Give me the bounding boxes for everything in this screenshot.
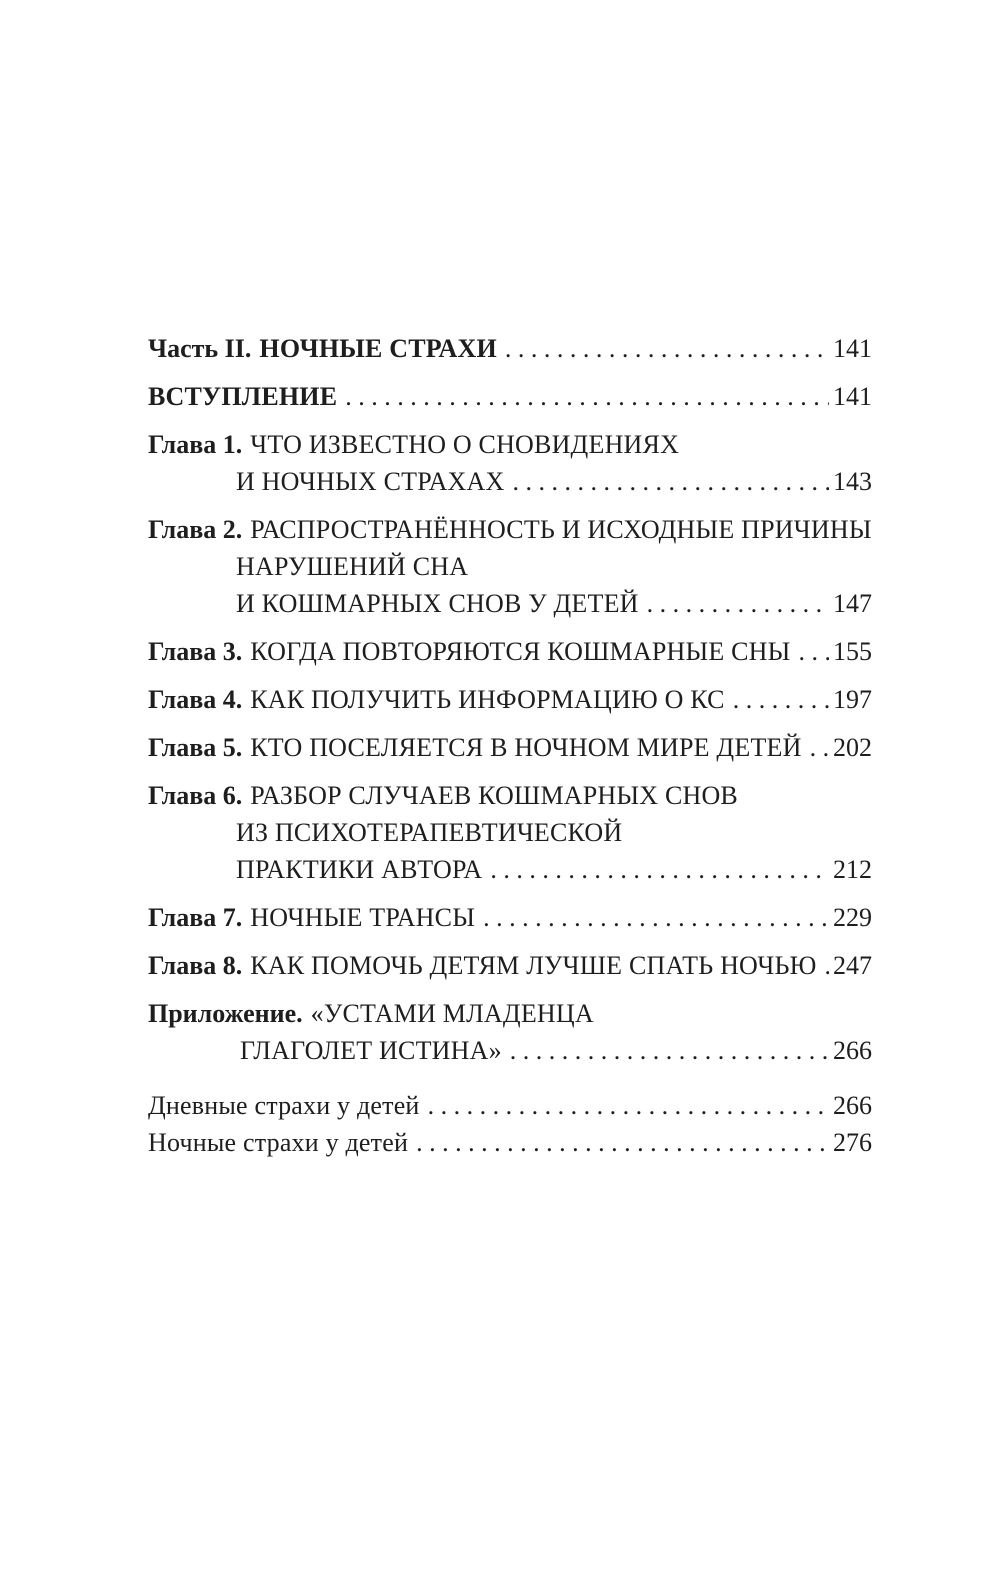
toc-entry-section-night-fears[interactable] (148, 1124, 872, 1161)
dot-leader (733, 681, 829, 718)
toc-appendix-prefix: Приложение. (148, 999, 303, 1028)
toc-entry-part-2[interactable] (148, 330, 872, 367)
toc-chapter-title-line: ИЗ ПСИХОТЕРАПЕВТИЧЕСКОЙ (236, 818, 623, 847)
toc-page-number: 141 (833, 334, 872, 363)
toc-chapter-prefix: Глава 8. (148, 951, 243, 980)
dot-leader (512, 463, 829, 500)
toc-appendix-title-line: «УСТАМИ МЛАДЕНЦА (310, 999, 594, 1028)
toc-appendix-title-line: ГЛАГОЛЕТ ИСТИНА» (240, 1036, 502, 1065)
toc-page-number: 143 (833, 467, 872, 496)
toc-section-title: Дневные страхи у детей (148, 1091, 420, 1120)
toc-chapter-title-line: КАК ПОМОЧЬ ДЕТЯМ ЛУЧШЕ СПАТЬ НОЧЬЮ (250, 951, 817, 980)
toc-entry-chapter-8[interactable] (148, 947, 872, 984)
dot-leader (505, 330, 829, 367)
dot-leader (428, 1087, 829, 1124)
toc-page-number: 147 (833, 589, 872, 618)
dot-leader (810, 729, 829, 766)
toc-chapter-prefix: Глава 1. (148, 430, 243, 459)
toc-entry-intro[interactable] (148, 378, 872, 415)
toc-chapter-title-line: ПРАКТИКИ АВТОРА (236, 855, 483, 884)
toc-part-title: НОЧНЫЕ СТРАХИ (259, 334, 497, 363)
toc-page-number: 266 (833, 1091, 872, 1120)
toc-page-number: 202 (833, 733, 872, 762)
toc-chapter-prefix: Глава 7. (148, 903, 243, 932)
toc-entry-appendix[interactable] (148, 995, 872, 1069)
toc-chapter-title-line: ЧТО ИЗВЕСТНО О СНОВИДЕНИЯХ (250, 430, 680, 459)
toc-part-prefix: Часть II. (148, 334, 252, 363)
toc-entry-chapter-1[interactable] (148, 426, 872, 500)
toc-chapter-prefix: Глава 2. (148, 515, 243, 544)
dot-leader (345, 378, 829, 415)
toc-entry-chapter-2[interactable] (148, 511, 872, 622)
toc-chapter-prefix: Глава 6. (148, 781, 243, 810)
dot-leader (647, 585, 829, 622)
toc-page-number: 212 (833, 855, 872, 884)
toc-chapter-title-line: РАЗБОР СЛУЧАЕВ КОШМАРНЫХ СНОВ (250, 781, 738, 810)
toc-chapter-title-line: КАК ПОЛУЧИТЬ ИНФОРМАЦИЮ О КС (250, 685, 725, 714)
toc-page-number: 141 (833, 382, 872, 411)
dot-leader (825, 947, 829, 984)
toc-chapter-title-line: РАСПРОСТРАНЁННОСТЬ И ИСХОДНЫЕ ПРИЧИНЫ (250, 515, 872, 544)
dot-leader (483, 899, 829, 936)
toc-intro-title: ВСТУПЛЕНИЕ (148, 382, 338, 411)
toc-entry-chapter-5[interactable] (148, 729, 872, 766)
toc-chapter-title-line: НАРУШЕНИЙ СНА (236, 552, 469, 581)
toc-entry-section-day-fears[interactable] (148, 1087, 872, 1124)
toc-page-number: 197 (833, 685, 872, 714)
toc-entry-chapter-7[interactable] (148, 899, 872, 936)
toc-chapter-prefix: Глава 5. (148, 733, 243, 762)
toc-chapter-title-line: И КОШМАРНЫХ СНОВ У ДЕТЕЙ (236, 589, 639, 618)
toc-section-title: Ночные страхи у детей (148, 1128, 409, 1157)
toc-chapter-title-line: КТО ПОСЕЛЯЕТСЯ В НОЧНОМ МИРЕ ДЕТЕЙ (250, 733, 802, 762)
dot-leader (490, 851, 829, 888)
dot-leader (416, 1124, 829, 1161)
toc-chapter-title-line: И НОЧНЫХ СТРАХАХ (236, 467, 505, 496)
toc-chapter-prefix: Глава 3. (148, 637, 243, 666)
toc-entry-chapter-6[interactable] (148, 777, 872, 888)
toc-page-number: 155 (833, 637, 872, 666)
toc-page-number: 266 (833, 1036, 872, 1065)
toc-chapter-prefix: Глава 4. (148, 685, 243, 714)
toc-page-number: 276 (833, 1128, 872, 1157)
table-of-contents (148, 330, 872, 1161)
toc-entry-chapter-4[interactable] (148, 681, 872, 718)
toc-entry-chapter-3[interactable] (148, 633, 872, 670)
toc-page-number: 229 (833, 903, 872, 932)
dot-leader (510, 1032, 829, 1069)
toc-chapter-title-line: КОГДА ПОВТОРЯЮТСЯ КОШМАРНЫЕ СНЫ (250, 637, 791, 666)
toc-page-number: 247 (833, 951, 872, 980)
dot-leader (799, 633, 829, 670)
toc-chapter-title-line: НОЧНЫЕ ТРАНСЫ (250, 903, 476, 932)
